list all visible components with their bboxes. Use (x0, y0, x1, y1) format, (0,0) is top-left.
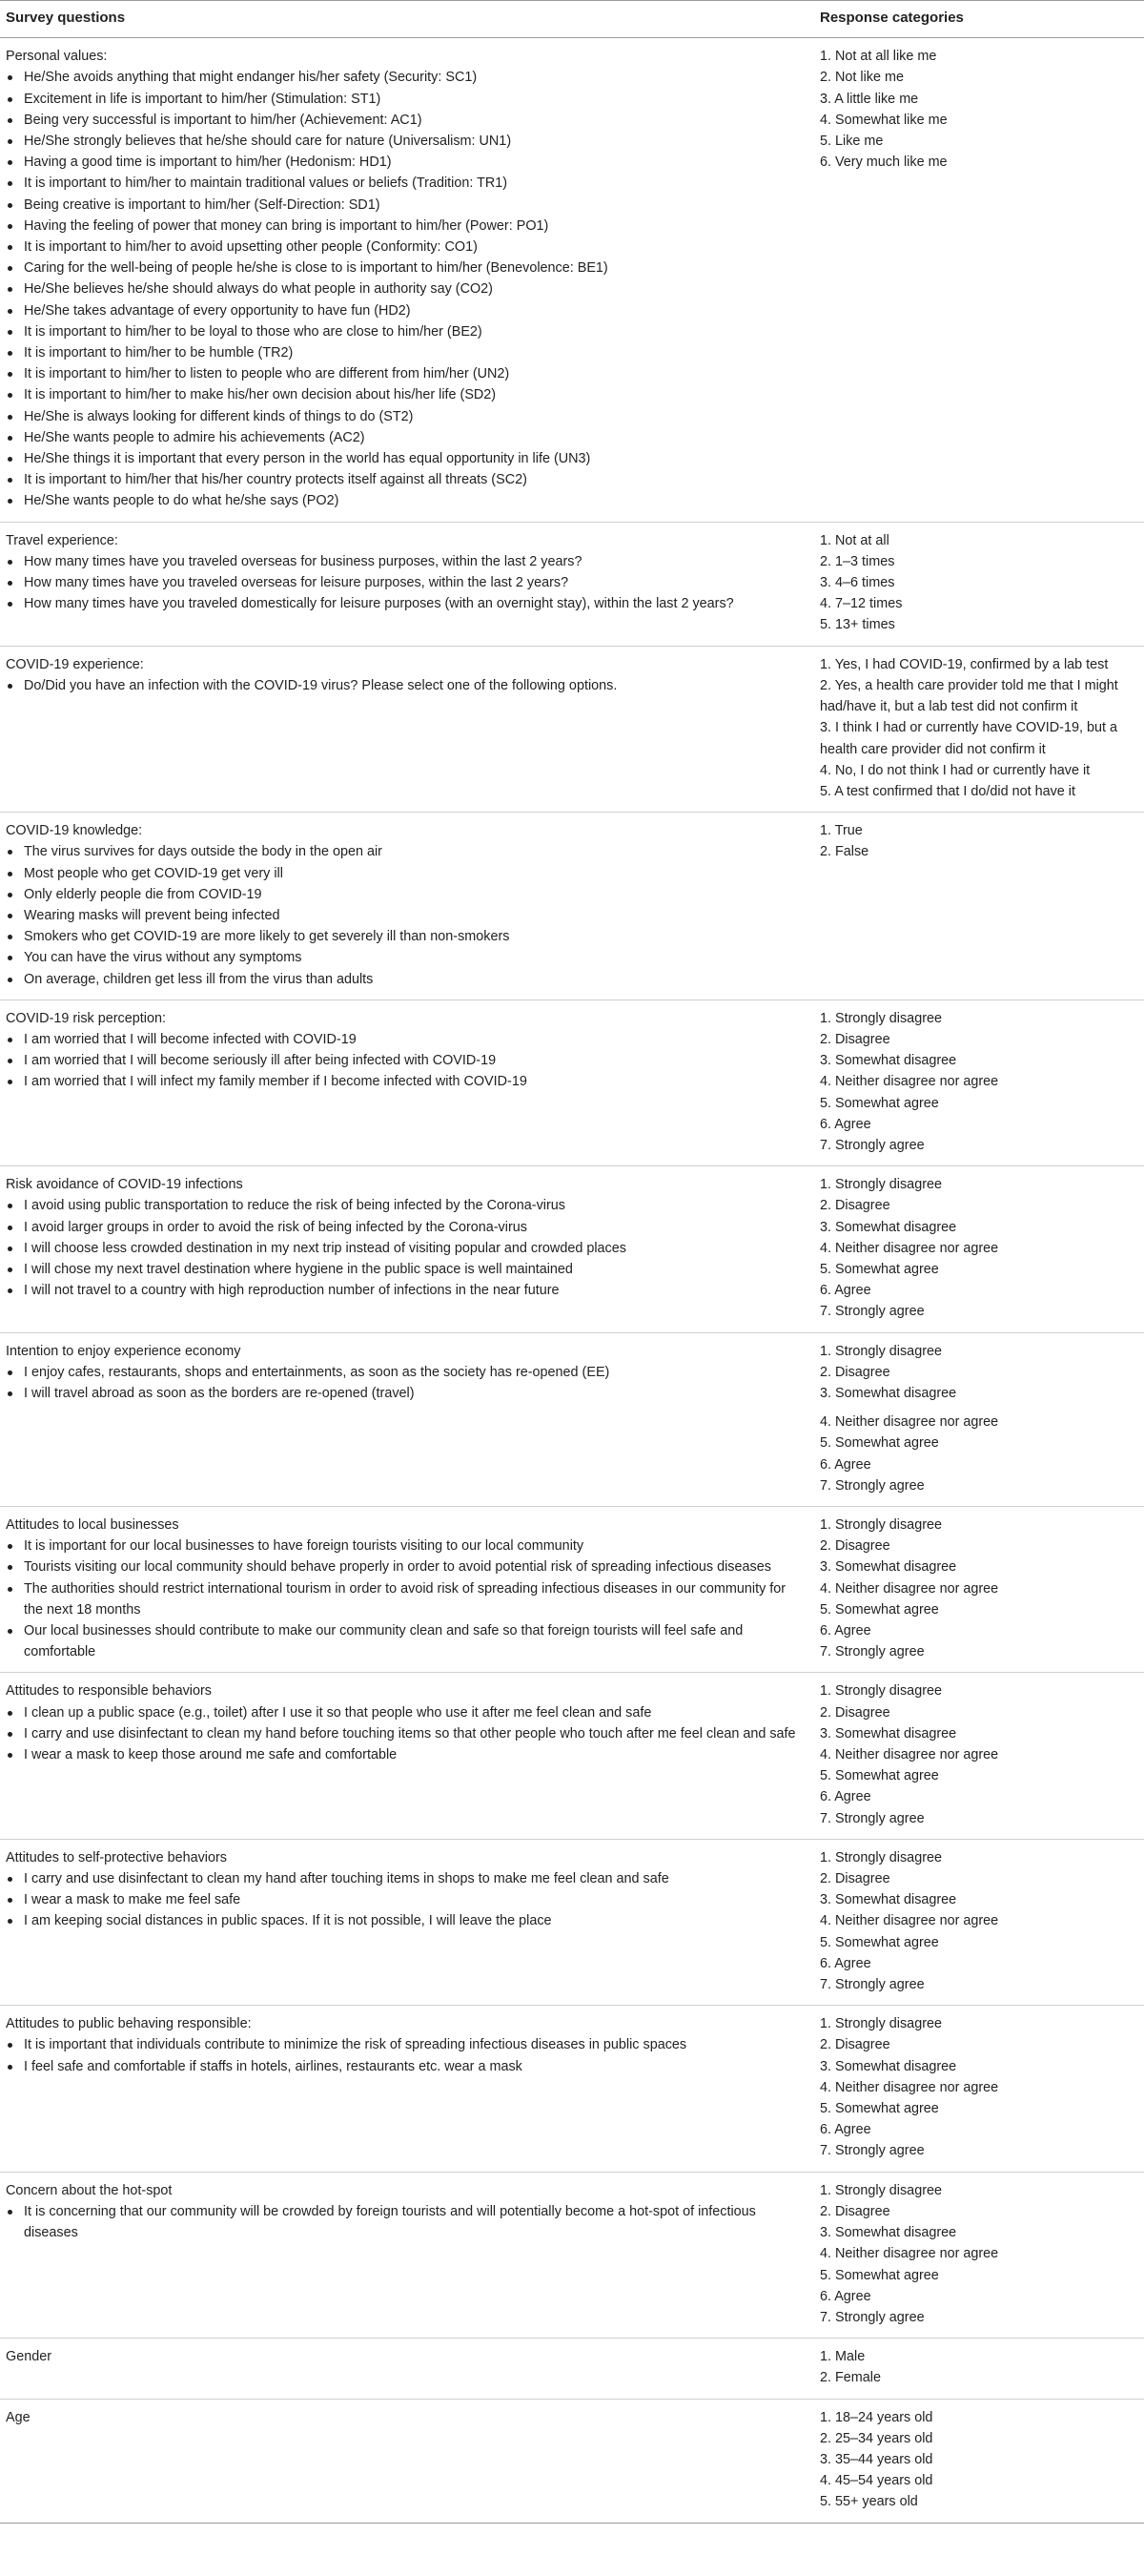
response-categories-cell (810, 1673, 1144, 1839)
response-option: 4. Neither disagree nor agree (820, 1747, 999, 1763)
response-option: 6. Agree (820, 1623, 871, 1639)
table-row (0, 813, 1144, 1000)
response-categories-cell (810, 1332, 1144, 1506)
question-item: I avoid larger groups in order to avoid the risk of being infected by the Corona-virus (6, 1217, 805, 1238)
question-item: Do/Did you have an infection with the COVID-19 virus? Please select one of the following options. (6, 675, 805, 696)
response-option: 1. Yes, I had COVID-19, confirmed by a lab test (820, 656, 1109, 672)
section-title: Attitudes to self-protective behaviors (6, 1849, 227, 1865)
response-option: 2. Disagree (820, 1364, 890, 1380)
response-option: 4. Neither disagree nor agree (820, 1414, 999, 1431)
question-item: Being very successful is important to him/her (Achievement: AC1) (6, 110, 805, 131)
question-item: Having the feeling of power that money can bring is important to him/her (Power: PO1) (6, 216, 805, 237)
section-title: Attitudes to responsible behaviors (6, 1683, 212, 1700)
response-categories-cell (810, 646, 1144, 812)
response-list (820, 820, 1136, 862)
response-option: 3. 4–6 times (820, 575, 895, 591)
question-item: I wear a mask to keep those around me safe and comfortable (6, 1744, 805, 1765)
response-option: 3. Somewhat disagree (820, 1892, 957, 1908)
response-option: 2. Disagree (820, 1871, 890, 1887)
section-title: Attitudes to public behaving responsible: (6, 2016, 252, 2032)
survey-question-cell (0, 1507, 810, 1673)
response-option: 4. Neither disagree nor agree (820, 2079, 999, 2095)
response-list (820, 1847, 1136, 1995)
question-item: I am worried that I will infect my family member if I become infected with COVID-19 (6, 1071, 805, 1092)
response-option: 1. Strongly disagree (820, 2182, 942, 2198)
response-list (820, 2407, 1136, 2513)
response-option: 5. Somewhat agree (820, 2267, 939, 2283)
question-item: Tourists visiting our local community should behave properly in order to avoid potential risk of spreading infectious diseases (6, 1556, 805, 1577)
response-option: 3. Somewhat disagree (820, 1053, 957, 1069)
response-list (820, 1341, 1136, 1496)
question-item: It is important to him/her that his/her country protects itself against all threats (SC2) (6, 469, 805, 490)
question-item: It is important to him/her to be humble (TR2) (6, 342, 805, 363)
response-option: 3. I think I had or currently have COVID-19, but a health care provider did not confirm it (820, 720, 1117, 757)
response-list (820, 46, 1136, 173)
question-item: He/She takes advantage of every opportunity to have fun (HD2) (6, 300, 805, 321)
question-list (6, 1535, 805, 1662)
question-item: The virus survives for days outside the body in the open air (6, 841, 805, 862)
question-item: It is important to him/her to be loyal to those who are close to him/her (BE2) (6, 321, 805, 342)
response-option: 5. Somewhat agree (820, 2101, 939, 2117)
response-option: 1. Strongly disagree (820, 1343, 942, 1359)
question-list (6, 841, 805, 989)
response-option: 3. 35–44 years old (820, 2451, 933, 2467)
question-item: He/She wants people to do what he/she says (PO2) (6, 490, 805, 511)
response-categories-cell (810, 813, 1144, 1000)
response-categories-cell (810, 522, 1144, 646)
table-row (0, 1839, 1144, 2005)
question-item: Excitement in life is important to him/her (Stimulation: ST1) (6, 89, 805, 110)
survey-question-cell (0, 646, 810, 812)
question-list (6, 1702, 805, 1766)
question-item: He/She avoids anything that might endanger his/her safety (Security: SC1) (6, 67, 805, 88)
response-option: 2. Female (820, 2370, 881, 2386)
question-item: I will chose my next travel destination where hygiene in the public space is well maintained (6, 1259, 805, 1280)
response-option: 7. Strongly agree (820, 1977, 925, 1993)
response-option: 5. Somewhat agree (820, 1601, 939, 1618)
response-option: 7. Strongly agree (820, 1477, 925, 1494)
question-item: It is important that individuals contribute to minimize the risk of spreading infectious diseases in public spaces (6, 2034, 805, 2055)
question-list (6, 2201, 805, 2243)
question-item: How many times have you traveled domestically for leisure purposes (with an overnight stay), within the last 2 years? (6, 593, 805, 614)
question-item: He/She strongly believes that he/she should care for nature (Universalism: UN1) (6, 131, 805, 152)
response-option: 4. Neither disagree nor agree (820, 1074, 999, 1090)
question-item: The authorities should restrict international tourism in order to avoid risk of spreading infectious diseases in our community for the next 18 months (6, 1578, 805, 1620)
response-categories-cell (810, 2006, 1144, 2172)
response-option: 3. Somewhat disagree (820, 2058, 957, 2074)
table-body (0, 38, 1144, 2523)
question-item: He/She believes he/she should always do what people in authority say (CO2) (6, 278, 805, 299)
response-option: 1. Strongly disagree (820, 1849, 942, 1865)
question-item: I enjoy cafes, restaurants, shops and entertainments, as soon as the society has re-opened (EE) (6, 1362, 805, 1383)
section-title: Attitudes to local businesses (6, 1517, 179, 1533)
response-option: 1. Strongly disagree (820, 1010, 942, 1026)
question-list (6, 675, 805, 696)
question-item: It is important for our local businesses to have foreign tourists visiting to our local community (6, 1535, 805, 1556)
response-option: 3. Somewhat disagree (820, 1725, 957, 1741)
response-option: 1. Male (820, 2349, 866, 2365)
question-item: It is important to him/her to maintain traditional values or beliefs (Tradition: TR1) (6, 173, 805, 194)
response-list (820, 2013, 1136, 2161)
response-option: 6. Agree (820, 2288, 871, 2304)
response-list (820, 1008, 1136, 1156)
question-item: Our local businesses should contribute to make our community clean and safe so that foreign tourists will feel safe and comfortable (6, 1620, 805, 1662)
survey-question-cell (0, 1839, 810, 2005)
survey-question-cell (0, 2339, 810, 2399)
response-option: 6. Agree (820, 1789, 871, 1805)
response-option: 7. Strongly agree (820, 1644, 925, 1660)
table-row (0, 38, 1144, 522)
question-item: I am worried that I will become seriously ill after being infected with COVID-19 (6, 1050, 805, 1071)
section-title: Travel experience: (6, 532, 118, 548)
response-option: 3. Somewhat disagree (820, 1559, 957, 1576)
response-option: 1. Not at all (820, 532, 889, 548)
survey-question-cell (0, 1332, 810, 1506)
response-option: 2. Disagree (820, 2037, 890, 2053)
question-item: I will not travel to a country with high reproduction number of infections in the near future (6, 1280, 805, 1301)
response-option: 5. A test confirmed that I do/did not have it (820, 783, 1075, 799)
table-row (0, 522, 1144, 646)
question-item: Wearing masks will prevent being infected (6, 905, 805, 926)
survey-question-cell (0, 2172, 810, 2338)
section-title: Age (6, 2409, 31, 2425)
question-item: It is important to him/her to make his/her own decision about his/her life (SD2) (6, 384, 805, 405)
survey-question-cell (0, 2006, 810, 2172)
response-list (820, 2180, 1136, 2328)
response-option: 5. Like me (820, 134, 884, 150)
response-option: 1. Strongly disagree (820, 1177, 942, 1193)
survey-question-cell (0, 813, 810, 1000)
table-row (0, 999, 1144, 1165)
table-row (0, 1673, 1144, 1839)
table-row (0, 1332, 1144, 1506)
response-option: 4. Neither disagree nor agree (820, 1580, 999, 1597)
response-option: 5. 13+ times (820, 617, 895, 633)
response-option: 6. Very much like me (820, 155, 948, 171)
response-option: 7. Strongly agree (820, 1810, 925, 1826)
response-list (820, 1680, 1136, 1828)
table-row (0, 646, 1144, 812)
response-option: 2. Disagree (820, 1031, 890, 1047)
response-categories-cell (810, 1839, 1144, 2005)
question-item: I am worried that I will become infected with COVID-19 (6, 1029, 805, 1050)
survey-question-cell (0, 1673, 810, 1839)
response-option: 2. Not like me (820, 70, 904, 86)
survey-question-cell (0, 1166, 810, 1332)
response-list (820, 1174, 1136, 1322)
header-survey-questions: Survey questions (0, 1, 810, 38)
survey-question-cell (0, 999, 810, 1165)
response-option: 3. Somewhat disagree (820, 2225, 957, 2241)
response-option: 6. Agree (820, 2122, 871, 2138)
response-option: 4. Somewhat like me (820, 112, 948, 128)
response-list (820, 2346, 1136, 2388)
response-option: 1. 18–24 years old (820, 2409, 933, 2425)
response-option: 5. Somewhat agree (820, 1261, 939, 1277)
survey-question-cell (0, 2399, 810, 2523)
question-list (6, 1029, 805, 1093)
question-item: I avoid using public transportation to reduce the risk of being infected by the Corona-virus (6, 1195, 805, 1216)
response-option: 2. False (820, 844, 869, 860)
question-list (6, 67, 805, 511)
section-title: Risk avoidance of COVID-19 infections (6, 1177, 243, 1193)
survey-question-cell (0, 522, 810, 646)
question-item: I am keeping social distances in public spaces. If it is not possible, I will leave the place (6, 1910, 805, 1931)
response-option: 4. 7–12 times (820, 596, 903, 612)
response-option: 2. 25–34 years old (820, 2430, 933, 2446)
table-row (0, 1166, 1144, 1332)
question-item: He/She wants people to admire his achievements (AC2) (6, 427, 805, 448)
response-categories-cell (810, 1507, 1144, 1673)
response-option: 1. Strongly disagree (820, 1683, 942, 1700)
response-option: 6. Agree (820, 1955, 871, 1971)
question-item: I will choose less crowded destination in my next trip instead of visiting popular and crowded places (6, 1238, 805, 1259)
table-row (0, 2339, 1144, 2399)
question-item: Caring for the well-being of people he/she is close to is important to him/her (Benevolence: BE1) (6, 258, 805, 278)
response-list (820, 1515, 1136, 1662)
section-title: Personal values: (6, 49, 108, 65)
response-categories-cell (810, 38, 1144, 522)
response-option: 4. 45–54 years old (820, 2473, 933, 2489)
question-item: Only elderly people die from COVID-19 (6, 884, 805, 905)
section-title: Gender (6, 2349, 51, 2365)
response-option: 6. Agree (820, 1456, 871, 1473)
response-option: 1. Strongly disagree (820, 1517, 942, 1533)
question-item: He/She things it is important that every person in the world has equal opportunity in life (UN3) (6, 448, 805, 469)
response-option: 5. Somewhat agree (820, 1435, 939, 1452)
question-item: It is important to him/her to avoid upsetting other people (Conformity: CO1) (6, 237, 805, 258)
response-option: 3. A little like me (820, 91, 919, 107)
response-option: 4. No, I do not think I had or currently have it (820, 762, 1091, 778)
question-item: Smokers who get COVID-19 are more likely to get severely ill than non-smokers (6, 926, 805, 947)
question-item: It is important to him/her to listen to people who are different from him/her (UN2) (6, 363, 805, 384)
section-title: COVID-19 risk perception: (6, 1010, 166, 1026)
table-row (0, 2399, 1144, 2523)
response-option: 5. Somewhat agree (820, 1095, 939, 1111)
question-item: How many times have you traveled overseas for leisure purposes, within the last 2 years? (6, 572, 805, 593)
response-option: 3. Somewhat disagree (820, 1219, 957, 1235)
question-item: I carry and use disinfectant to clean my hand after touching items in shops to make me feel clean and safe (6, 1868, 805, 1889)
table-header-row (0, 1, 1144, 38)
survey-question-cell (0, 38, 810, 522)
table-row (0, 2172, 1144, 2338)
response-option: 7. Strongly agree (820, 2143, 925, 2159)
question-item: It is concerning that our community will be crowded by foreign tourists and will potentially become a hot-spot of infectious diseases (6, 2201, 805, 2243)
response-option: 5. Somewhat agree (820, 1768, 939, 1784)
question-item: Most people who get COVID-19 get very ill (6, 863, 805, 884)
section-title: Concern about the hot-spot (6, 2182, 173, 2198)
question-item: Being creative is important to him/her (Self-Direction: SD1) (6, 195, 805, 216)
response-option: 2. Yes, a health care provider told me that I might had/have it, but a lab test did not confirm it (820, 677, 1118, 715)
spacer (820, 1404, 1136, 1412)
question-list (6, 551, 805, 615)
question-item: I clean up a public space (e.g., toilet) after I use it so that people who use it after me feel clean and safe (6, 1702, 805, 1723)
question-item: He/She is always looking for different kinds of things to do (ST2) (6, 406, 805, 427)
response-option: 6. Agree (820, 1116, 871, 1132)
response-option: 3. Somewhat disagree (820, 1385, 957, 1401)
question-item: How many times have you traveled overseas for business purposes, within the last 2 years? (6, 551, 805, 572)
question-item: I feel safe and comfortable if staffs in hotels, airlines, restaurants etc. wear a mask (6, 2056, 805, 2077)
response-option: 1. Not at all like me (820, 49, 937, 65)
response-categories-cell (810, 1166, 1144, 1332)
response-option: 2. Disagree (820, 1704, 890, 1721)
question-list (6, 2034, 805, 2076)
response-list (820, 654, 1136, 802)
response-categories-cell (810, 2399, 1144, 2523)
section-title: COVID-19 experience: (6, 656, 144, 672)
response-option: 5. 55+ years old (820, 2494, 918, 2510)
question-item: I will travel abroad as soon as the borders are re-opened (travel) (6, 1383, 805, 1404)
question-list (6, 1195, 805, 1301)
response-option: 6. Agree (820, 1283, 871, 1299)
response-categories-cell (810, 2339, 1144, 2399)
response-categories-cell (810, 999, 1144, 1165)
section-title: COVID-19 knowledge: (6, 823, 143, 839)
response-option: 2. Disagree (820, 1538, 890, 1555)
response-option: 5. Somewhat agree (820, 1934, 939, 1950)
response-option: 7. Strongly agree (820, 1304, 925, 1320)
question-item: Having a good time is important to him/her (Hedonism: HD1) (6, 152, 805, 173)
response-option: 4. Neither disagree nor agree (820, 2246, 999, 2262)
table-row (0, 1507, 1144, 1673)
section-title: Intention to enjoy experience economy (6, 1343, 241, 1359)
response-option: 7. Strongly agree (820, 1137, 925, 1153)
response-option: 2. Disagree (820, 2203, 890, 2219)
header-response-categories: Response categories (810, 1, 1144, 38)
response-option: 1. Strongly disagree (820, 2016, 942, 2032)
response-categories-cell (810, 2172, 1144, 2338)
response-option: 4. Neither disagree nor agree (820, 1240, 999, 1256)
response-option: 2. 1–3 times (820, 553, 895, 569)
response-option: 1. True (820, 823, 863, 839)
question-list (6, 1868, 805, 1932)
response-list (820, 530, 1136, 636)
response-option: 7. Strongly agree (820, 2309, 925, 2325)
response-option: 2. Disagree (820, 1198, 890, 1214)
response-option: 4. Neither disagree nor agree (820, 1913, 999, 1929)
question-item: On average, children get less ill from the virus than adults (6, 969, 805, 990)
question-item: You can have the virus without any symptoms (6, 947, 805, 968)
question-item: I wear a mask to make me feel safe (6, 1889, 805, 1910)
table-row (0, 2006, 1144, 2172)
question-list (6, 1362, 805, 1404)
question-item: I carry and use disinfectant to clean my hand before touching items so that other people who touch after me feel clean and safe (6, 1723, 805, 1744)
